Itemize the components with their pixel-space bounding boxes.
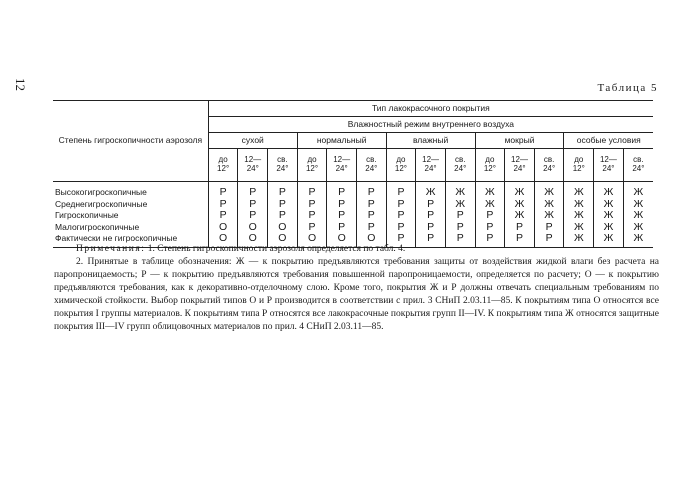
table-cell: Р [475, 210, 505, 222]
temperature-range: св. 24° [268, 149, 298, 182]
table-cell: Р [327, 182, 357, 199]
table-cell: Р [297, 210, 327, 222]
table-cell: Р [505, 233, 535, 247]
table-cell: Р [445, 210, 475, 222]
table-cell: О [268, 222, 298, 234]
temperature-range: 12— 24° [327, 149, 357, 182]
table-cell: Р [297, 182, 327, 199]
table-cell: О [238, 222, 268, 234]
table-cell: Р [386, 199, 416, 211]
temperature-range: св. 24° [623, 149, 653, 182]
table-cell: Р [268, 210, 298, 222]
temperature-range: до 12° [564, 149, 594, 182]
table-cell: Ж [564, 199, 594, 211]
table-cell: Ж [505, 182, 535, 199]
table-cell: Р [327, 199, 357, 211]
table-cell: Р [356, 199, 386, 211]
temperature-range: св. 24° [445, 149, 475, 182]
table-cell: О [297, 233, 327, 247]
table-cell: Р [534, 222, 564, 234]
table-cell: О [356, 233, 386, 247]
row-label: Фактически не гигроскопичные [53, 233, 208, 247]
table-cell: Ж [534, 199, 564, 211]
temperature-range: св. 24° [356, 149, 386, 182]
notes [54, 243, 659, 334]
table-cell: Р [416, 210, 446, 222]
table-cell: Ж [623, 233, 653, 247]
table-cell: Р [208, 182, 238, 199]
table-row [53, 182, 653, 199]
table-cell: Ж [594, 233, 624, 247]
table-cell: Р [386, 182, 416, 199]
table-cell: Р [475, 233, 505, 247]
temperature-range: до 12° [475, 149, 505, 182]
coating-table [53, 100, 653, 248]
row-label: Малогигроскопичные [55, 221, 140, 232]
table-cell: Ж [475, 199, 505, 211]
table-cell: Р [505, 222, 535, 234]
table-cell: Р [416, 199, 446, 211]
table-cell: Р [327, 222, 357, 234]
table-cell: О [268, 233, 298, 247]
table-cell: Ж [594, 182, 624, 199]
temperature-range: 12— 24° [594, 149, 624, 182]
table-cell: Р [208, 210, 238, 222]
table-cell: Р [238, 182, 268, 199]
table-cell: Р [268, 182, 298, 199]
table-cell: Р [416, 233, 446, 247]
table-cell: Р [238, 199, 268, 211]
top-header: Тип лакокрасочного покрытия [208, 101, 653, 117]
table-cell: Ж [475, 182, 505, 199]
table-cell: О [327, 233, 357, 247]
table-cell: Р [356, 210, 386, 222]
table-cell: Ж [534, 210, 564, 222]
table-body [53, 182, 653, 248]
temperature-range: до 12° [386, 149, 416, 182]
notes-label: Примечания: [76, 244, 146, 254]
temperature-range: до 12° [208, 149, 238, 182]
table-cell: Ж [445, 182, 475, 199]
table-cell: Р [534, 233, 564, 247]
table-cell: Р [445, 233, 475, 247]
table-cell: Ж [505, 199, 535, 211]
table-cell: О [208, 233, 238, 247]
note-1: 1. Степень гигроскопичности аэрозоля определяется по табл. 4. [147, 244, 406, 254]
table-cell: Р [356, 182, 386, 199]
table-row [53, 222, 653, 234]
table-cell: О [238, 233, 268, 247]
table-row [53, 199, 653, 211]
table-cell: О [208, 222, 238, 234]
table-cell: Ж [594, 222, 624, 234]
table-cell: Ж [416, 182, 446, 199]
table-cell: Р [445, 222, 475, 234]
table-cell: Ж [564, 182, 594, 199]
mode-header: Влажностный режим внутреннего воздуха [208, 117, 653, 133]
group-header: сухой [208, 133, 297, 149]
table-caption: Таблица 5 [597, 82, 658, 94]
table-cell: Ж [623, 210, 653, 222]
table-cell: Р [356, 222, 386, 234]
table-cell: Р [297, 222, 327, 234]
group-header: нормальный [297, 133, 386, 149]
table-cell: Р [208, 199, 238, 211]
page-number: 12 [13, 78, 28, 91]
table-cell: Р [386, 233, 416, 247]
row-label: Высокогигроскопичные [55, 187, 147, 198]
group-header: мокрый [475, 133, 564, 149]
table-cell: Р [327, 210, 357, 222]
row-label: Гигроскопичные [55, 210, 119, 221]
table-cell: Ж [594, 210, 624, 222]
table-cell: Ж [623, 199, 653, 211]
table-cell: Р [386, 210, 416, 222]
note-2: 2. Принятые в таблице обозначения: Ж — к покрытию предъявляются требования защиты от воздействия жидкой влаги без расчета на паропроницаемость; Р — к покрытию предъявляются требования повышенной паропроницаемости, определяется по расчету; О — к покрытию предъявляются требования, как к декоративно-отделочному слою. Кроме того, покрытия Ж и Р должны отвечать специальным требованиям по химической стойкости. Выбор покрытий типов О и Р производится в соответствии с прил. 3 СНиП 2.03.11—85. К покрытиям типа О относятся все покрытия I группы материалов. К покрытиям типа Р относятся все лакокрасочные покрытия групп II—IV. К покрытиям типа Ж относятся защитные покрытия III—IV групп облицовочных материалов по прил. 4 СНиП 2.03.11—85. [54, 257, 659, 332]
table-cell: Ж [564, 210, 594, 222]
table-cell: Ж [445, 199, 475, 211]
table-cell: Ж [594, 199, 624, 211]
temperature-range: 12— 24° [238, 149, 268, 182]
stub-header: Степень гигроскопичности аэрозоля [53, 101, 208, 182]
table-cell: Ж [623, 222, 653, 234]
table-cell: Ж [564, 222, 594, 234]
temperature-range: св. 24° [534, 149, 564, 182]
table-row [53, 210, 653, 222]
table-cell: Р [475, 222, 505, 234]
row-label: Среднегигроскопичные [55, 198, 148, 209]
table-cell: Ж [534, 182, 564, 199]
temperature-range: 12— 24° [505, 149, 535, 182]
table-cell: Ж [564, 233, 594, 247]
group-header: влажный [386, 133, 475, 149]
table-cell: Р [386, 222, 416, 234]
table-cell: Ж [623, 182, 653, 199]
table-cell: Р [268, 199, 298, 211]
table-cell: Ж [505, 210, 535, 222]
temperature-range: до 12° [297, 149, 327, 182]
table-cell: Р [297, 199, 327, 211]
table-cell: Р [238, 210, 268, 222]
group-header: особые условия [564, 133, 653, 149]
temperature-range: 12— 24° [416, 149, 446, 182]
table-cell: Р [416, 222, 446, 234]
